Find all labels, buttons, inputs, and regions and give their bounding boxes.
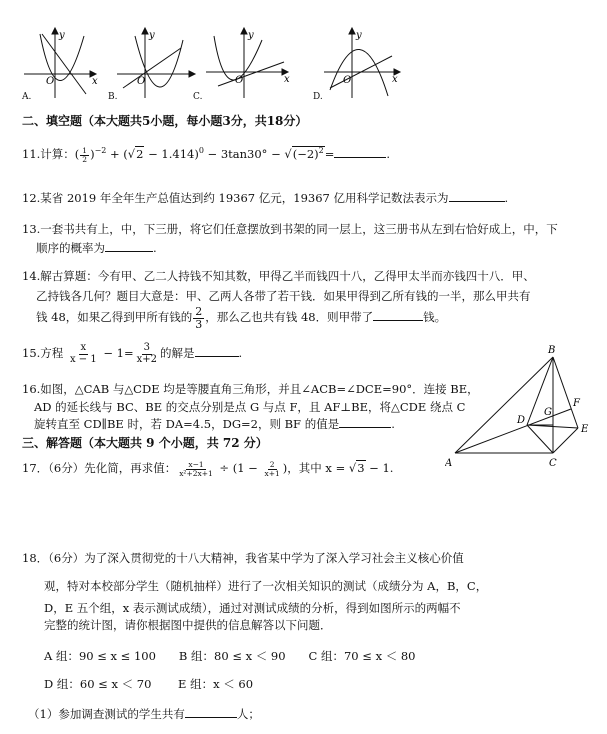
y-axis-label: y [356, 30, 362, 41]
answer-blank [105, 251, 153, 252]
question-12: 12.某省 2019 年全年生产总值达到约 19367 亿元，19367 亿用科学记数法表示为 . [22, 191, 509, 205]
answer-blank [449, 201, 505, 202]
answer-blank [195, 356, 239, 357]
graph-d-panel [322, 26, 407, 106]
option-c-label: C. [193, 92, 203, 102]
x-axis-label: x [284, 74, 290, 85]
section-2-title: 二、填空题（本大题共5小题，每小题3分，共18分） [22, 114, 308, 128]
question-14-line-2: 乙持钱各几何？题目大意是：甲、乙两人各带了若干钱．如果甲得到乙所有钱的一半，那么甲共有 [36, 289, 531, 303]
point-c-label: C [549, 458, 557, 469]
option-b-label: B. [108, 92, 118, 102]
question-14-line-3: 钱 48，如果乙得到甲所有钱的 $\frac{2}{3}$ ，那么乙也共有钱 48．则甲带了 钱。 [36, 305, 447, 331]
y-axis-label: y [248, 30, 254, 41]
option-a-label: A. [22, 92, 32, 102]
option-d-label: D. [313, 92, 323, 102]
question-18-line-1: 18．（6分）为了深入贯彻党的十八大精神，我省某中学为了深入学习社会主义核心价值 [22, 551, 464, 565]
question-18-groups-2: D 组：60 ≤ x ＜ 70 E 组：x ＜ 60 [44, 677, 254, 691]
graph-b-panel [115, 26, 203, 106]
graph-c-panel [204, 26, 294, 106]
point-e-label: E [581, 424, 589, 435]
answer-blank [185, 717, 237, 718]
point-d-label: D [517, 415, 526, 426]
question-13-line-2: 顺序的概率为 . [36, 241, 157, 255]
question-18-line-2: 观，特对本校部分学生（随机抽样）进行了一次相关知识的测试（成绩分为 A，B，C， [44, 579, 488, 593]
question-15: 15.方程 $\frac{x}{x - 1}$ − 1= $\frac{3}{x+2}$ 的解是 . [22, 342, 243, 365]
answer-blank [339, 427, 391, 428]
question-11: 11.计算：( $\frac{1}{2}$ )$^{-2} + (√2 - 1.414)^0 - 3\tan 30^\circ - √(-2)^2=$ . [22, 145, 391, 164]
question-16-line-2: AD 的延长线与 BC、BE 的交点分别是点 G 与点 F，且 AF⊥BE，将△CDE 绕点 C [34, 400, 466, 414]
answer-blank [334, 157, 386, 158]
point-f-label: F [573, 398, 580, 409]
x-axis-label: x [392, 74, 398, 85]
question-18-line-3: D，E 五个组，x 表示测试成绩），通过对测试成绩的分析，得到如图所示的两幅不 [44, 601, 461, 615]
question-18-line-4: 完整的统计图，请你根据图中提供的信息解答以下问题． [44, 618, 332, 632]
point-a-label: A [445, 458, 453, 469]
section-3-title: 三、解答题（本大题共 9 个小题，共 72 分） [22, 436, 268, 450]
origin-label: O [137, 76, 146, 87]
question-17: 17．（6分）先化简，再求值： $\frac{x-1}{\text{x²+2x+1}}$ ÷ (1 − $\frac{2}{x+1}$ )，其中 x = √3 − 1. [22, 459, 394, 478]
question-18-sub-1: （1）参加调查测试的学生共有 人； [28, 707, 260, 721]
answer-blank [373, 320, 423, 321]
fraction: $\frac{1}{2}$ [82, 145, 88, 164]
question-14-line-1: 14.解古算题：今有甲、乙二人持钱不知其数，甲得乙半而钱四十八，乙得甲太半而亦钱四十八．甲、 [22, 269, 535, 283]
origin-label: O [46, 76, 55, 87]
y-axis-label: y [149, 30, 155, 41]
question-16-line-1: 16.如图，△CAB 与△CDE 均是等腰直角三角形，并且∠ACB=∠DCE=90°．连接 BE， [22, 382, 479, 396]
origin-label: O [343, 75, 352, 86]
question-18-groups-1: A 组：90 ≤ x ≤ 100 B 组：80 ≤ x ＜ 90 C 组：70 ≤ x ＜ 80 [44, 649, 416, 663]
question-16-line-3: 旋转直至 CD∥BE 时，若 DA=4.5，DG=2，则 BF 的值是 . [34, 417, 395, 431]
origin-label: O [235, 75, 244, 86]
y-axis-label: y [59, 30, 65, 41]
x-axis-label: x [92, 76, 98, 87]
point-b-label: B [548, 345, 556, 356]
point-g-label: G [544, 407, 552, 418]
question-13-line-1: 13.一套书共有上，中，下三册，将它们任意摆放到书架的同一层上，这三册书从左到右恰好成上，中，下 [22, 222, 558, 236]
geometry-figure [445, 340, 605, 475]
